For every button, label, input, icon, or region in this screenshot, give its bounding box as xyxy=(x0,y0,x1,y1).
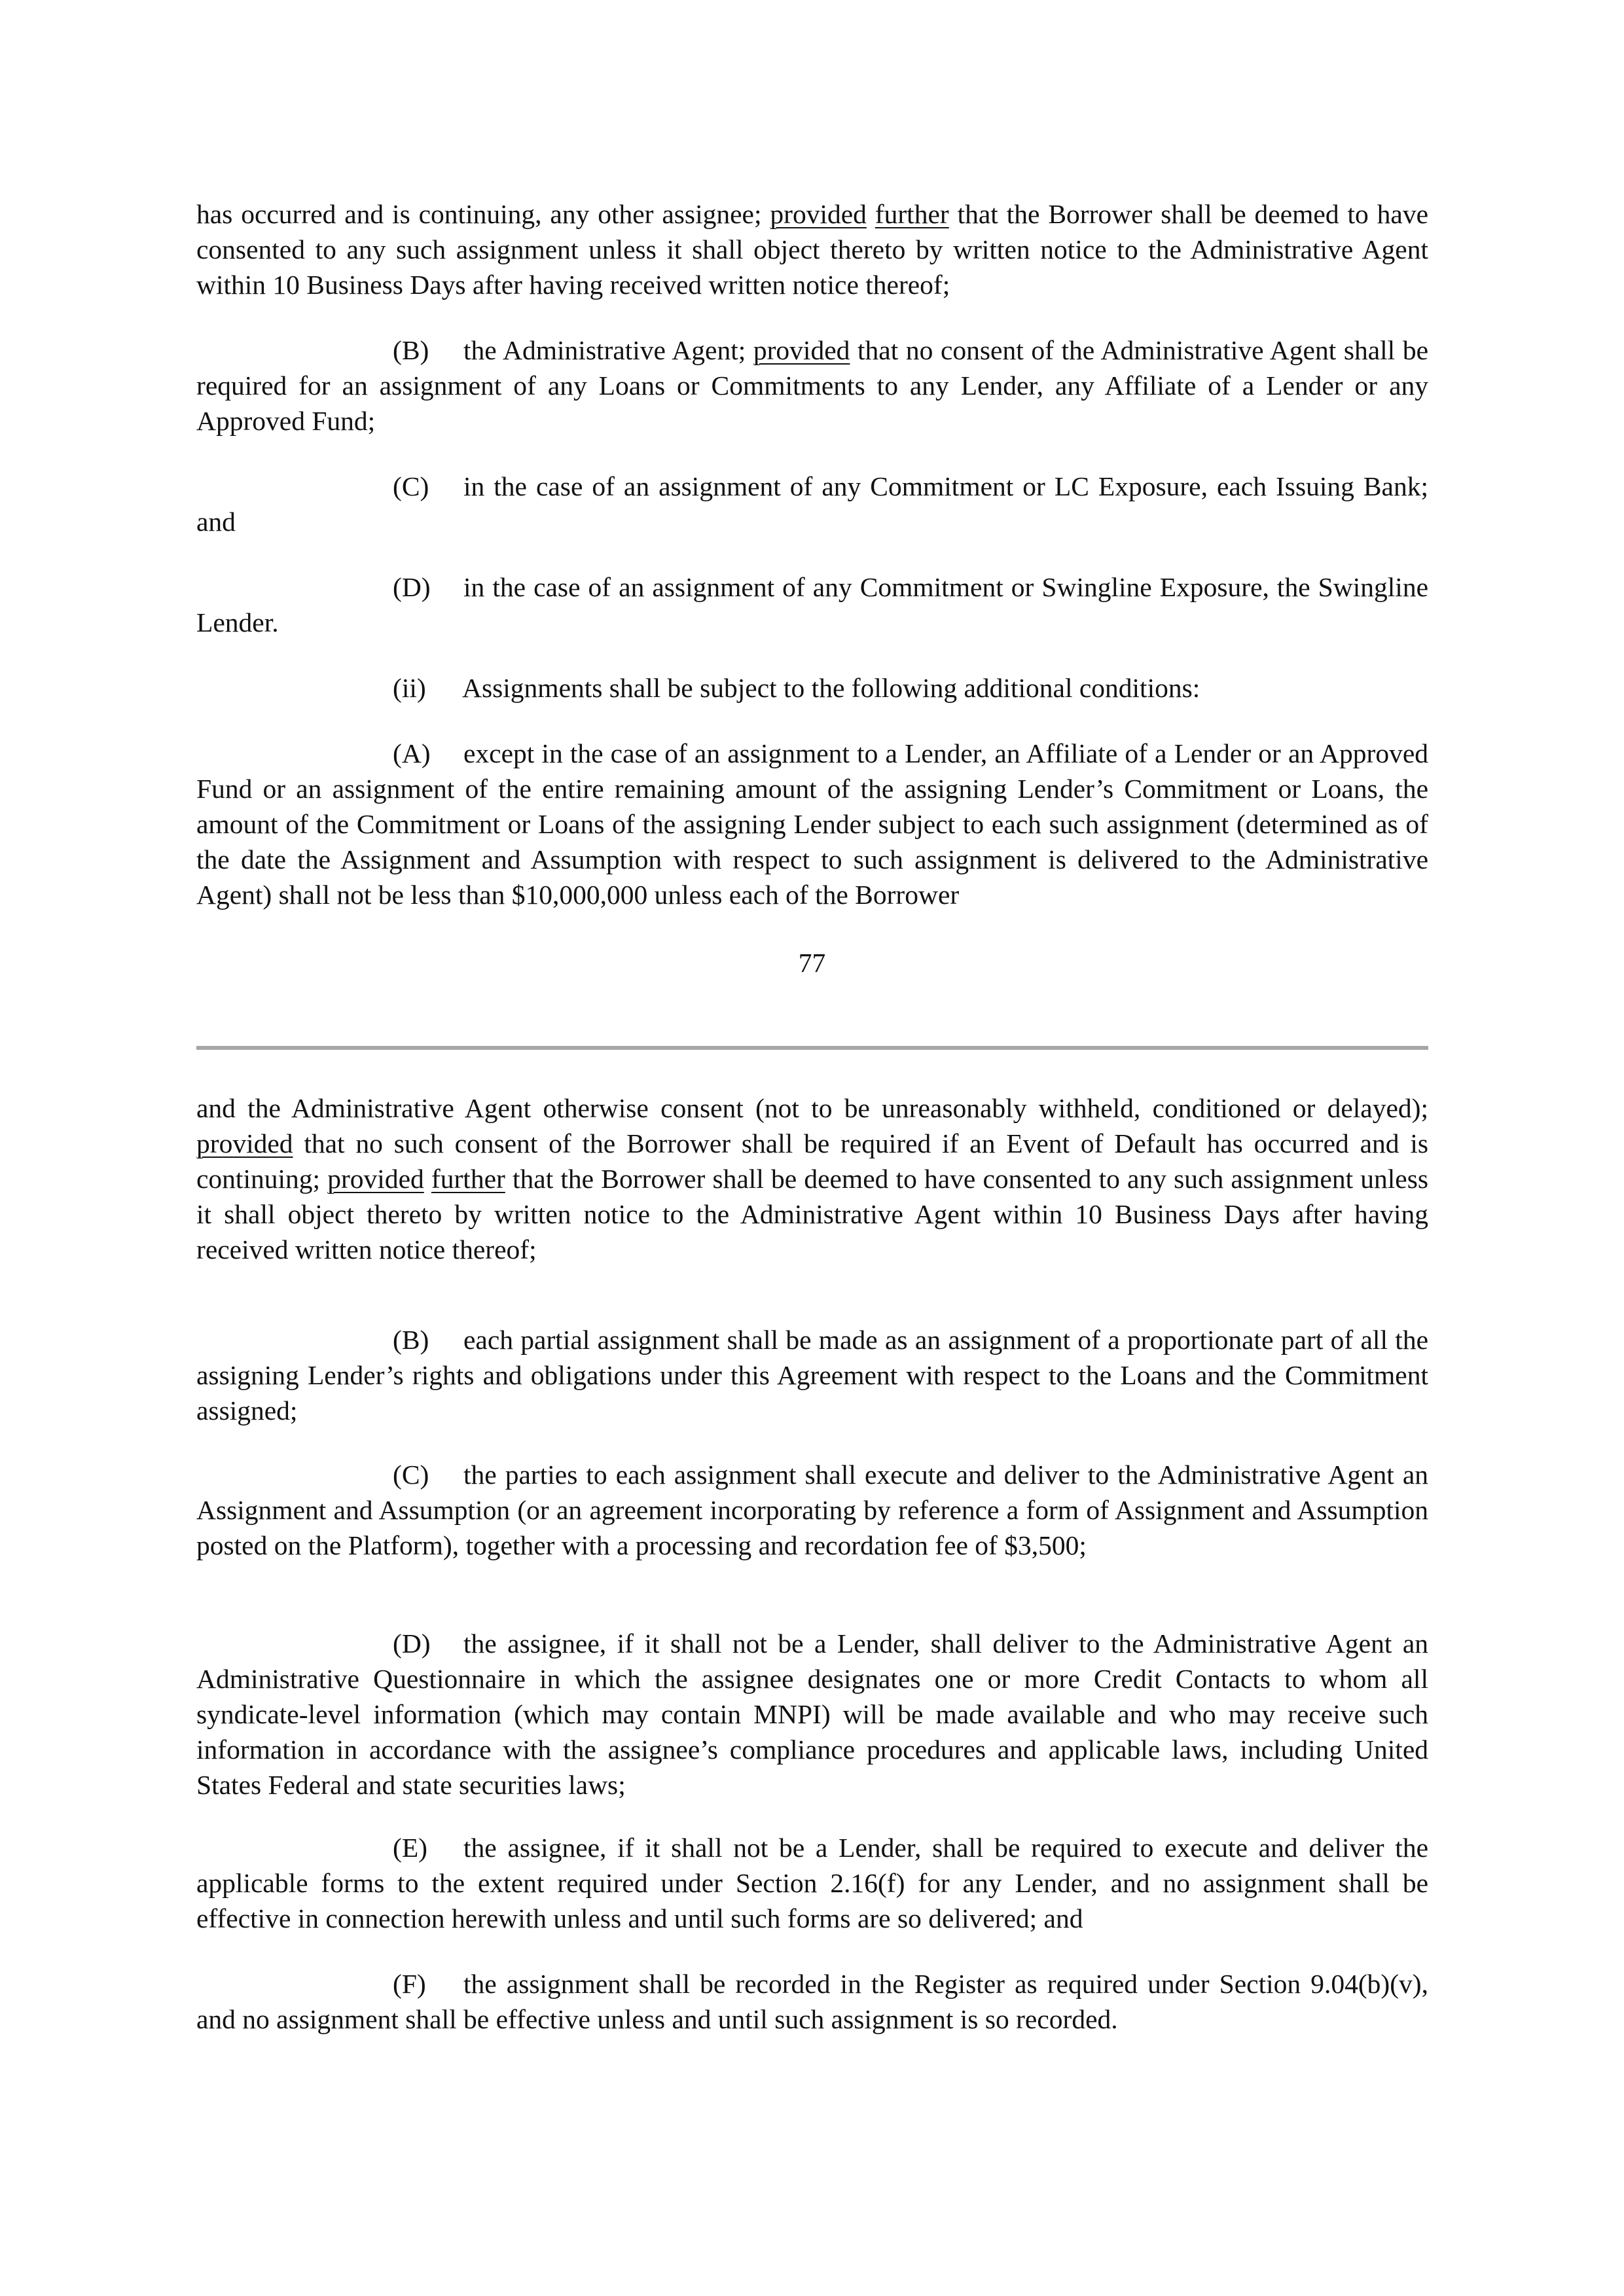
clause-label: (E) xyxy=(393,1833,427,1863)
provided-underlined: provided xyxy=(196,1128,293,1158)
page-77-body xyxy=(196,196,1428,302)
provided-underlined: provided xyxy=(327,1164,424,1194)
provided-underlined: provided xyxy=(753,335,850,365)
clause-label: (ii) xyxy=(393,673,426,703)
clause-b-admin-agent: (B) the Administrative Agent; provided that no consent of the Administrative Agent shall be required for an assignment of any Loans or Commitments to any Lender, any Affiliate of a Lender or any Approved Fund; xyxy=(196,332,1428,439)
paragraph-continuation: has occurred and is continuing, any other assignee; provided further that the Borrower shall be deemed to have consented to any such assignment unless it shall object thereto by written notice to the Administrative Agent within 10 Business Days after having received written notice thereof; xyxy=(196,199,1428,300)
clause-label: (C) xyxy=(393,1460,429,1490)
clause-d-questionnaire: (D) the assignee, if it shall not be a Lender, shall deliver to the Administrative Agent an Administrative Questionnaire in which the assignee designates one or more Credit Contacts to whom all syndicate-level information (which may contain MNPI) will be made available and who may receive such information in accordance with the assignee’s compliance procedures and applicable laws, including United States Federal and state securities laws; xyxy=(196,1626,1428,1803)
clause-c-execute-deliver: (C) the parties to each assignment shall execute and deliver to the Administrative Agent an Assignment and Assumption (or an agreement incorporating by reference a form of Assignment and Assumption posted on the Platform), together with a processing and recordation fee of $3,500; xyxy=(196,1457,1428,1563)
clause-e-forms: (E) the assignee, if it shall not be a Lender, shall be required to execute and deliver the applicable forms to the extent required under Section 2.16(f) for any Lender, and no assignment shall be effective in connection herewith unless and until such forms are so delivered; and xyxy=(196,1830,1428,1936)
clause-label: (F) xyxy=(393,1969,426,1999)
clause-c-issuing-bank: (C) in the case of an assignment of any Commitment or LC Exposure, each Issuing Bank; and xyxy=(196,469,1428,539)
clause-label: (D) xyxy=(393,572,431,602)
page-divider xyxy=(196,1046,1428,1050)
clause-label: (B) xyxy=(393,335,429,365)
clause-label: (A) xyxy=(393,738,431,768)
further-underlined: further xyxy=(875,199,949,229)
page-78-continuation: and the Administrative Agent otherwise consent (not to be unreasonably withheld, conditioned or delayed); provided that no such consent of the Borrower shall be required if an Event of Default has occurred and is continuing; provided further that the Borrower shall be deemed to have consented to any such assignment unless it shall object thereto by written notice to the Administrative Agent within 10 Business Days after having received written notice thereof; xyxy=(196,1093,1429,1265)
clause-ii-conditions: (ii) Assignments shall be subject to the following additional conditions: xyxy=(196,670,1428,706)
clause-d-swingline: (D) in the case of an assignment of any Commitment or Swingline Exposure, the Swingline Lender. xyxy=(196,569,1428,640)
clause-label: (D) xyxy=(393,1628,431,1659)
clause-label: (B) xyxy=(393,1325,429,1355)
clause-f-register: (F) the assignment shall be recorded in the Register as required under Section 9.04(b)(v), and no assignment shall be effective unless and until such assignment is so recorded. xyxy=(196,1966,1428,2037)
clause-b-partial-assignment: (B) each partial assignment shall be made as an assignment of a proportionate part of all the assigning Lender’s rights and obligations under this Agreement with respect to the Loans and the Commitment assigned; xyxy=(196,1322,1428,1428)
clause-label: (C) xyxy=(393,471,429,501)
page-number: 77 xyxy=(798,948,826,978)
provided-underlined: provided xyxy=(770,199,867,229)
clause-a-minimum-amount: (A) except in the case of an assignment to a Lender, an Affiliate of a Lender or an Approved Fund or an assignment of the entire remaining amount of the assigning Lender’s Commitment or Loans, the amount of the Commitment or Loans of the assigning Lender subject to each such assignment (determined as of the date the Assignment and Assumption with respect to such assignment is delivered to the Administrative Agent) shall not be less than $10,000,000 unless each of the Borrower xyxy=(196,736,1428,912)
further-underlined: further xyxy=(431,1164,505,1194)
